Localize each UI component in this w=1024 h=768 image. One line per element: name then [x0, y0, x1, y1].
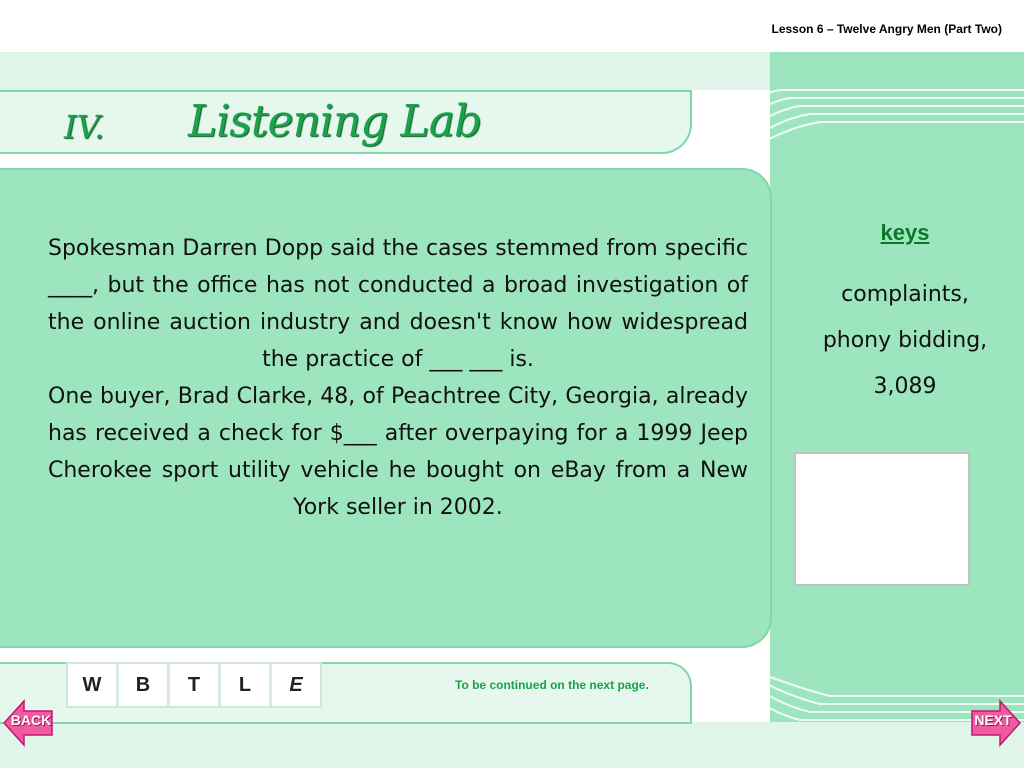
- section-number: IV.: [64, 108, 105, 146]
- continued-note: To be continued on the next page.: [455, 678, 649, 692]
- next-button[interactable]: [970, 698, 1022, 748]
- passage-paragraph-1: Spokesman Darren Dopp said the cases stemmed from specific ____, but the office has not conducted a broad investigation of the online auction industry and doesn't know how widespread the practice of ___ ___ is.: [48, 236, 748, 372]
- passage-paragraph-2: One buyer, Brad Clarke, 48, of Peachtree City, Georgia, already has received a check for $___ after overpaying for a 1999 Jeep Cherokee sport utility vehicle he bought on eBay from a New York seller in 2002.: [48, 384, 748, 520]
- key-item: phony bidding,: [822, 328, 988, 353]
- key-item: 3,089: [873, 374, 937, 399]
- listening-passage: [48, 230, 748, 526]
- keys-link[interactable]: keys: [880, 220, 930, 245]
- back-label: BACK: [10, 712, 52, 728]
- toolbar-button-e[interactable]: E: [272, 664, 320, 706]
- keys-list: [780, 280, 1024, 418]
- bottom-band: [0, 722, 1024, 768]
- toolbar-button-b[interactable]: B: [119, 664, 170, 706]
- media-placeholder-box: [794, 452, 970, 586]
- next-label: NEXT: [974, 712, 1012, 728]
- toolbar-button-w[interactable]: W: [68, 664, 119, 706]
- section-title: Listening Lab: [188, 96, 482, 147]
- toolbar-button-l[interactable]: L: [221, 664, 272, 706]
- back-button[interactable]: [2, 698, 54, 748]
- toolbar-button-t[interactable]: T: [170, 664, 221, 706]
- skill-toolbar: [66, 662, 322, 708]
- key-item: complaints,: [841, 282, 969, 307]
- lesson-title: Lesson 6 – Twelve Angry Men (Part Two): [771, 22, 1002, 36]
